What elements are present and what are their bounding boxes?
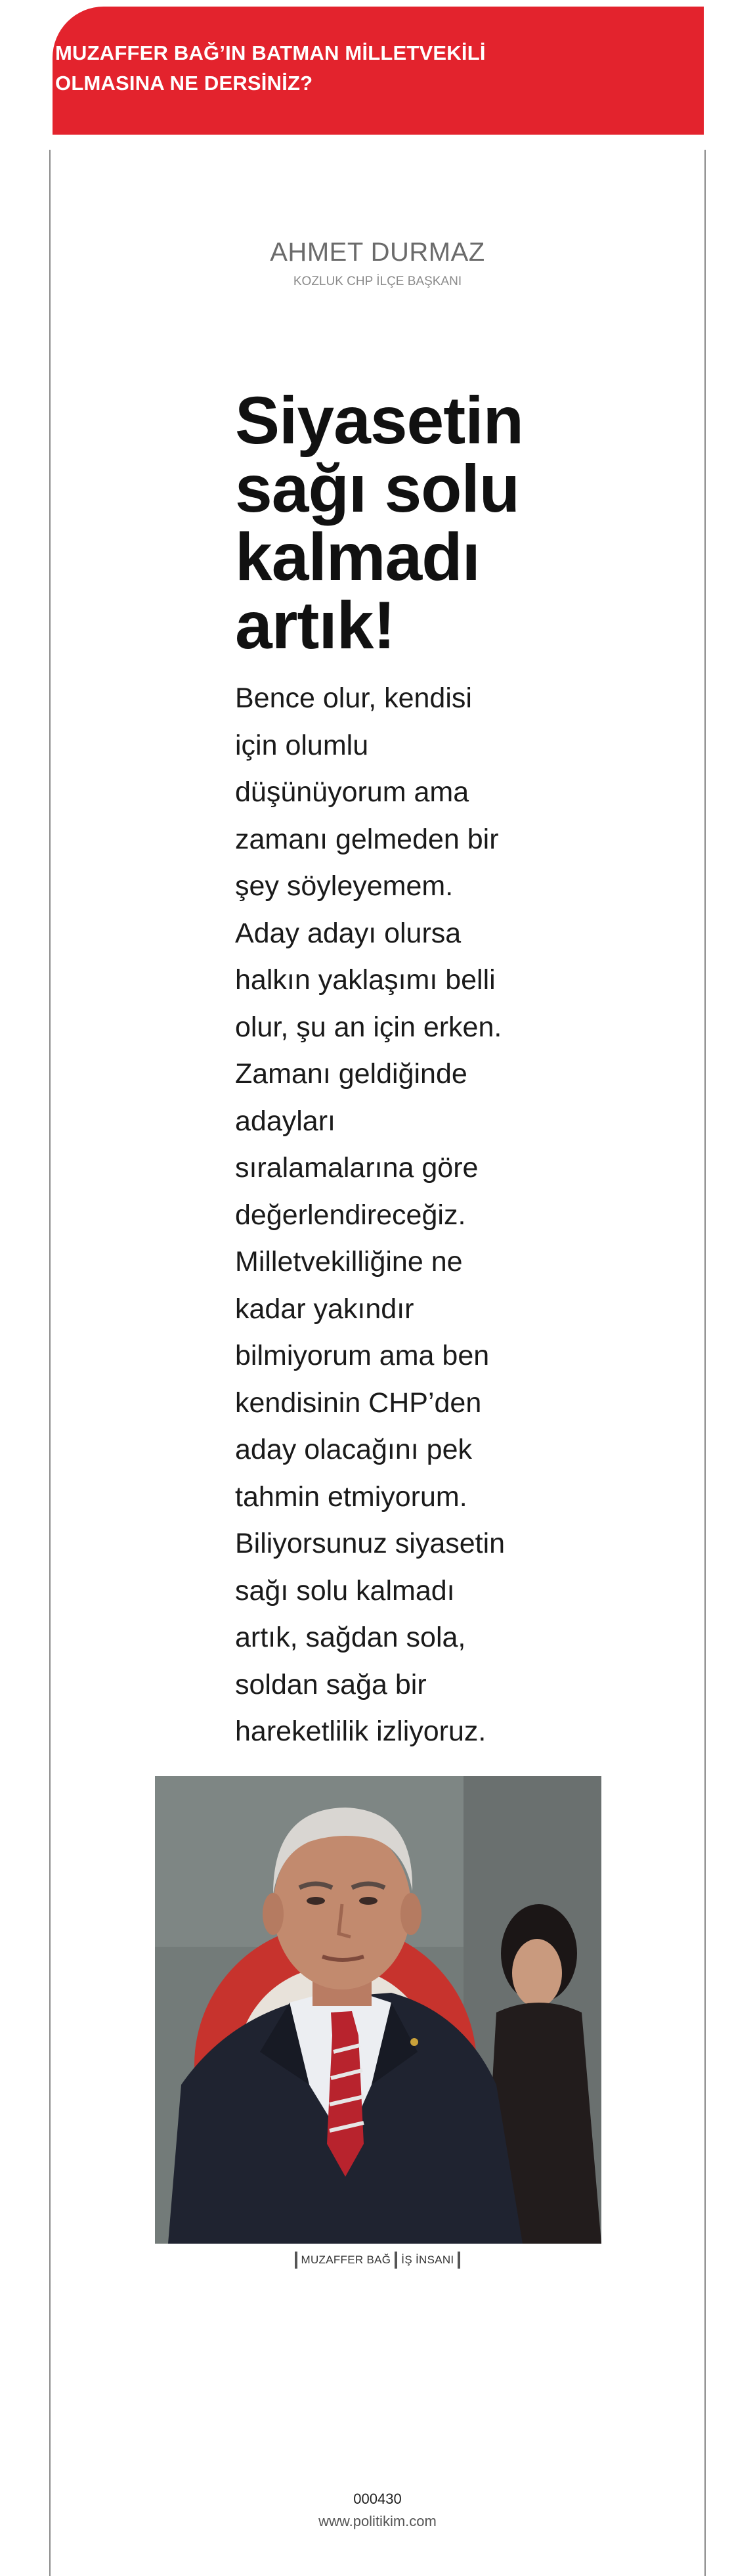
article-body: Bence olur, kendisi için olumlu düşünüyorum ama zamanı gelmeden bir şey söyleyemem. Aday adayı olursa halkın yaklaşımı belli olur, şu an için erken. Zamanı geldiğinde adayları sıralamalarına göre değerlendireceğiz. Milletvekilliğine ne kadar yakındır bilmiyorum ama ben kendisinin CHP’den aday olacağını pek tahmin etmiyorum. Biliyorsunuz siyasetin sağı solu kalmadı artık, sağdan sola, soldan sağa bir hareketlilik izliyoruz.: [235, 682, 506, 1747]
caption-role: İŞ İNSANI: [401, 2254, 454, 2266]
banner-title: MUZAFFER BAĞ’IN BATMAN MİLLETVEKİLİ OLMASINA NE DERSİNİZ?: [55, 41, 486, 95]
caption-divider: [395, 2252, 397, 2269]
photo-caption: [0, 2252, 755, 2269]
article-headline: Siyasetin sağı solu kalmadı artık!: [235, 383, 523, 663]
author-name: AHMET DURMAZ: [270, 238, 485, 267]
site-url: www.politikim.com: [318, 2513, 437, 2529]
portrait-illustration: [155, 1776, 601, 2244]
portrait-photo: [155, 1776, 601, 2244]
caption-divider: [458, 2252, 460, 2269]
caption-name: MUZAFFER BAĞ: [301, 2254, 391, 2266]
left-border-rule: [49, 150, 51, 2576]
author-role: KOZLUK CHP İLÇE BAŞKANI: [293, 275, 462, 288]
right-border-rule: [704, 150, 706, 2576]
caption-divider: [295, 2252, 297, 2269]
page-number: 000430: [353, 2491, 402, 2507]
